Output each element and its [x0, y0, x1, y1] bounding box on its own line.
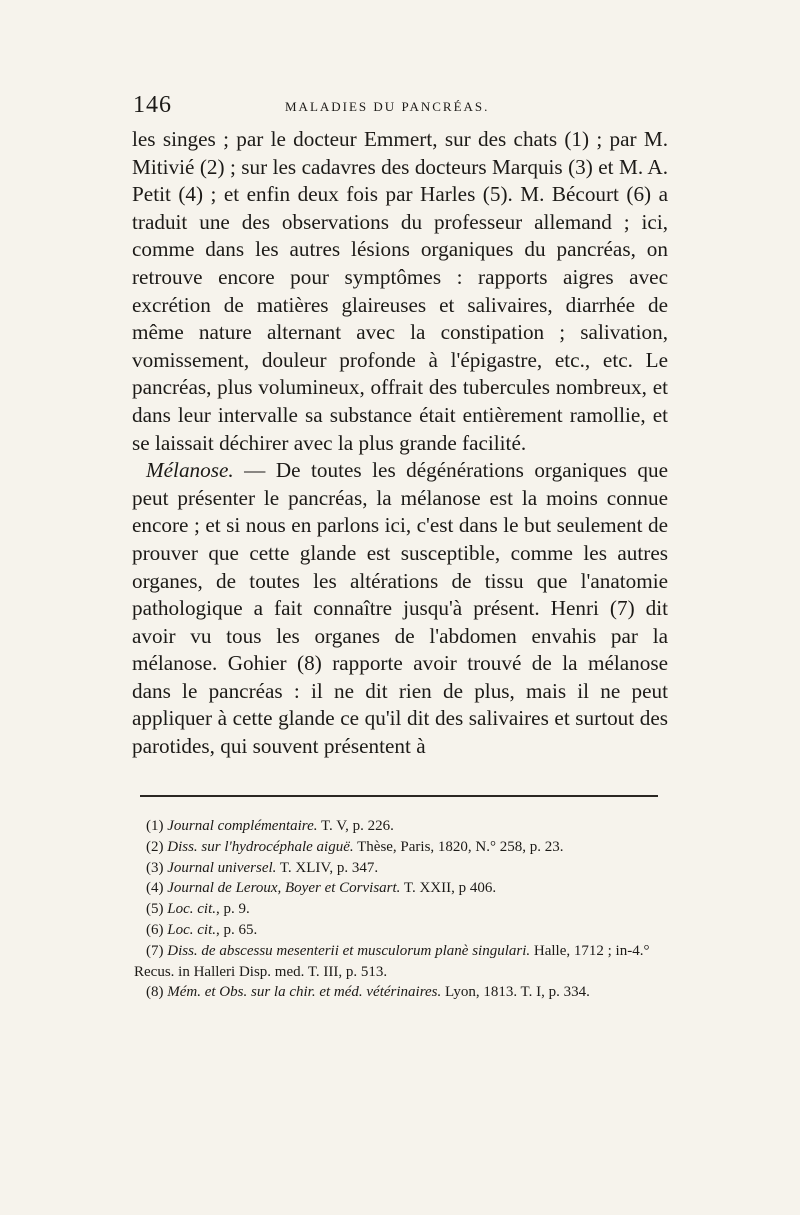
footnotes — [134, 816, 674, 1003]
page-number: 146 — [133, 92, 172, 118]
footnote-7 — [134, 941, 674, 983]
footnote-number: (1) — [146, 818, 168, 834]
footnote-ref: T. V, p. 226. — [317, 818, 394, 834]
footnote-divider — [140, 795, 658, 797]
footnote-1 — [134, 816, 674, 837]
paragraph-1: les singes ; par le docteur Emmert, sur des chats (1) ; par M. Mitivié (2) ; sur les cadavres des docteurs Marquis (3) et M. A. Petit (4) ; et enfin deux fois par Harles (5). M. Bécourt (6) a traduit une des observations du professeur allemand ; ici, comme dans les autres lésions organiques du pancréas, on retrouve encore pour symptômes : rapports aigres avec excrétion de matières glaireuses et salivaires, diarrhée de même nature alternant avec la constipation ; salivation, vomissement, douleur profonde à l'épigastre, etc., etc. Le pancréas, plus volumineux, offrait des tubercules nombreux, et dans leur intervalle sa substance était entièrement ramollie, et se laissait déchirer avec la plus grande facilité. — [132, 127, 668, 455]
footnote-4 — [134, 878, 674, 899]
footnote-title: Mém. et Obs. sur la chir. et méd. vétérinaires. — [167, 984, 442, 1001]
footnote-ref: T. XXII, p 406. — [400, 880, 497, 897]
running-title: MALADIES DU PANCRÉAS. — [285, 99, 490, 114]
footnote-number: (4) — [146, 880, 168, 897]
paragraph-2-text: — De toutes les dégénérations organiques que peut présenter le pancréas, la mélanose est la moins connue encore ; et si nous en parlons ici, c'est dans le but seulement de prouver que cette glande est susceptible, comme les autres organes, de toutes les altérations de tissu que l'anatomie pathologique a fait connaître jusqu'à présent. Henri (7) dit avoir vu tous les organes de l'abdomen envahis par la mélanose. Gohier (8) rapporte avoir trouvé de la mélanose dans le pancréas : il ne dit rien de plus, mais il ne peut appliquer à cette glande ce qu'il dit des salivaires et surtout des parotides, qui souvent présentent à — [132, 458, 668, 759]
footnote-title: Loc. cit. — [167, 901, 216, 918]
footnote-title: Journal de Leroux, Boyer et Corvisart. — [167, 880, 401, 897]
footnote-ref: , p. 9. — [216, 901, 250, 918]
footnote-ref: Thèse, Paris, 1820, N.° 258, p. 23. — [353, 838, 564, 855]
footnote-number: (8) — [146, 984, 168, 1001]
footnote-3 — [134, 858, 674, 879]
footnote-title: Journal complémentaire. — [167, 818, 318, 834]
footnote-title: Diss. sur l'hydrocéphale aiguë. — [167, 838, 354, 855]
footnote-ref: Lyon, 1813. T. I, p. 334. — [441, 984, 590, 1001]
melanose-term: Mélanose. — [146, 458, 234, 483]
footnote-number: (2) — [146, 838, 168, 855]
footnote-number: (5) — [146, 901, 168, 918]
footnote-5 — [134, 899, 674, 920]
paragraph-2 — [132, 457, 668, 761]
footnote-number: (7) — [146, 942, 168, 959]
footnote-ref: T. XLIV, p. 347. — [276, 859, 379, 876]
footnote-title: Journal universel. — [167, 859, 277, 876]
page-header — [133, 92, 663, 122]
footnote-ref: , p. 65. — [216, 921, 258, 938]
body-text — [132, 126, 668, 761]
footnote-2 — [134, 837, 674, 858]
footnote-ref: Halle, 1712 ; in-4.° Recus. in Halleri Disp. med. T. III, p. 513. — [134, 942, 650, 980]
footnote-number: (3) — [146, 859, 168, 876]
footnote-title: Diss. de abscessu mesenterii et musculorum planè singulari. — [167, 942, 531, 959]
footnote-8 — [134, 982, 674, 1003]
footnote-number: (6) — [146, 921, 168, 938]
footnote-title: Loc. cit. — [167, 921, 216, 938]
footnote-6 — [134, 920, 674, 941]
